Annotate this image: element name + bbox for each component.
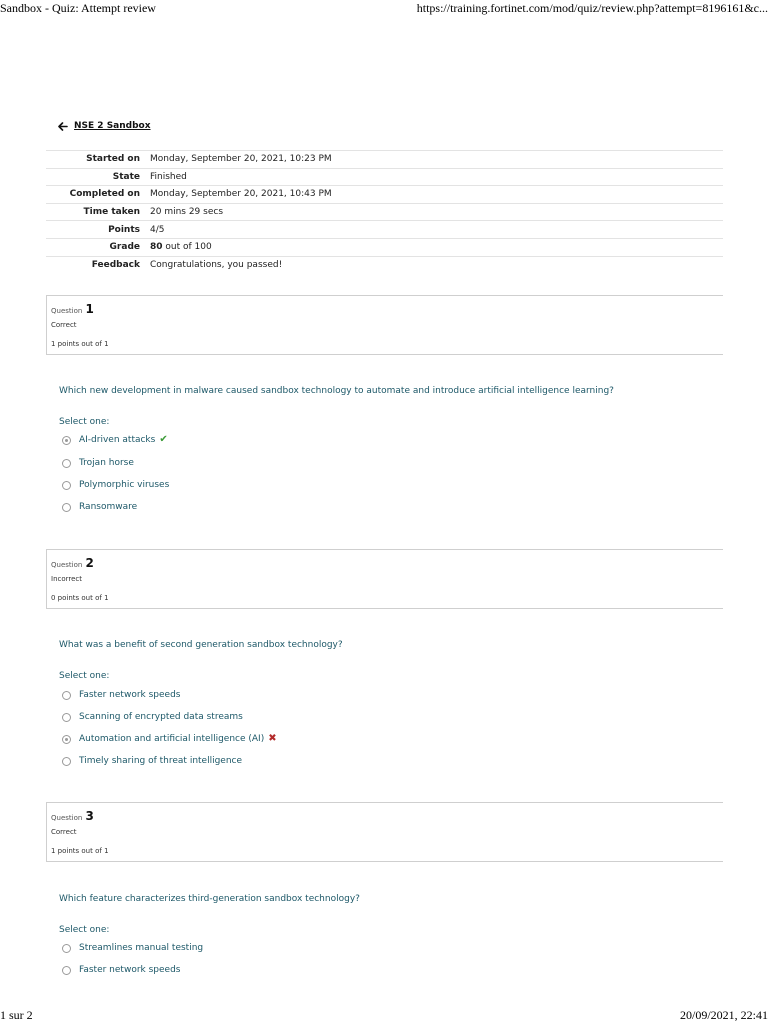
back-link[interactable] (58, 121, 151, 131)
option-label: Timely sharing of threat intelligence (79, 756, 243, 766)
summary-row-grade (46, 238, 723, 256)
radio-icon[interactable] (62, 459, 71, 468)
question-state: Correct (51, 828, 77, 836)
summary-row-time-taken (46, 203, 723, 221)
option-label: AI-driven attacks (79, 435, 156, 445)
question-3-option[interactable] (62, 965, 180, 975)
question-2-option[interactable] (62, 756, 242, 766)
radio-icon[interactable] (62, 436, 71, 445)
radio-icon[interactable] (62, 735, 71, 744)
summary-row-completed-on (46, 186, 723, 204)
summary-label: Points (108, 224, 140, 235)
question-state: Incorrect (51, 575, 83, 583)
radio-icon[interactable] (62, 966, 71, 975)
print-footer (0, 1008, 768, 1024)
option-label: Automation and artificial intelligence (AI) (79, 734, 265, 744)
summary-row-started-on (46, 151, 723, 169)
radio-icon[interactable] (62, 691, 71, 700)
cross-icon: ✖ (268, 733, 277, 744)
question-grade: 1 points out of 1 (51, 847, 109, 855)
summary-value: Congratulations, you passed! (150, 260, 283, 271)
question-3-option[interactable] (62, 943, 203, 953)
question-1-option[interactable] (62, 502, 137, 512)
print-header-title: Sandbox - Quiz: Attempt review (0, 1, 156, 15)
summary-label: Completed on (69, 189, 140, 200)
summary-value: 4/5 (150, 224, 165, 235)
summary-label: Feedback (91, 260, 140, 271)
back-link-label[interactable]: NSE 2 Sandbox (74, 121, 151, 131)
question-1-prompt: Select one: (59, 417, 110, 427)
question-2-prompt: Select one: (59, 671, 110, 681)
grade-suffix: out of 100 (162, 242, 212, 253)
arrow-left-icon (58, 122, 68, 131)
question-number: Question 2 (51, 556, 94, 570)
summary-row-points (46, 221, 723, 239)
option-label: Ransomware (79, 502, 138, 512)
question-number: Question 1 (51, 302, 94, 316)
question-2-text: What was a benefit of second generation sandbox technology? (59, 640, 343, 650)
attempt-summary-table (46, 150, 723, 274)
summary-row-state (46, 168, 723, 186)
option-label: Trojan horse (79, 458, 134, 468)
print-header (0, 1, 768, 17)
option-label: Polymorphic viruses (79, 480, 170, 490)
summary-label: Time taken (83, 207, 140, 218)
question-1-text: Which new development in malware caused sandbox technology to automate and introduce artificial intelligence learning? (59, 386, 614, 396)
radio-icon[interactable] (62, 481, 71, 490)
option-label: Faster network speeds (79, 690, 181, 700)
check-icon: ✔ (159, 434, 168, 445)
question-2-option[interactable] (62, 690, 180, 700)
print-footer-page: 1 sur 2 (0, 1008, 33, 1022)
question-number: Question 3 (51, 809, 94, 823)
summary-label: Started on (86, 154, 140, 165)
question-3-text: Which feature characterizes third-generation sandbox technology? (59, 894, 360, 904)
radio-icon[interactable] (62, 757, 71, 766)
summary-value: Monday, September 20, 2021, 10:23 PM (150, 154, 332, 165)
summary-row-feedback (46, 256, 723, 274)
question-state: Correct (51, 321, 77, 329)
option-label: Streamlines manual testing (79, 943, 204, 953)
print-footer-datetime: 20/09/2021, 22:41 (679, 1008, 768, 1022)
summary-label: State (112, 171, 140, 182)
grade-score: 80 (150, 242, 163, 253)
summary-value: 20 mins 29 secs (150, 207, 224, 218)
print-header-url: https://training.fortinet.com/mod/quiz/review.php?attempt=8196161&c... (416, 1, 768, 15)
radio-icon[interactable] (62, 944, 71, 953)
question-3-info (46, 802, 723, 862)
question-3-prompt: Select one: (59, 925, 110, 935)
option-label: Scanning of encrypted data streams (79, 712, 243, 722)
question-1-option[interactable] (62, 480, 169, 490)
question-grade: 1 points out of 1 (51, 340, 109, 348)
question-1-option[interactable] (62, 435, 168, 445)
question-2-option[interactable] (62, 734, 277, 744)
question-2-option[interactable] (62, 712, 243, 722)
question-2-info (46, 549, 723, 609)
question-grade: 0 points out of 1 (51, 594, 109, 602)
radio-icon[interactable] (62, 713, 71, 722)
summary-value: Monday, September 20, 2021, 10:43 PM (150, 189, 332, 200)
option-label: Faster network speeds (79, 965, 181, 975)
question-1-option[interactable] (62, 458, 134, 468)
summary-value: Finished (150, 171, 187, 182)
radio-icon[interactable] (62, 503, 71, 512)
summary-value (148, 238, 723, 256)
question-1-info (46, 295, 723, 355)
summary-label: Grade (109, 242, 140, 253)
